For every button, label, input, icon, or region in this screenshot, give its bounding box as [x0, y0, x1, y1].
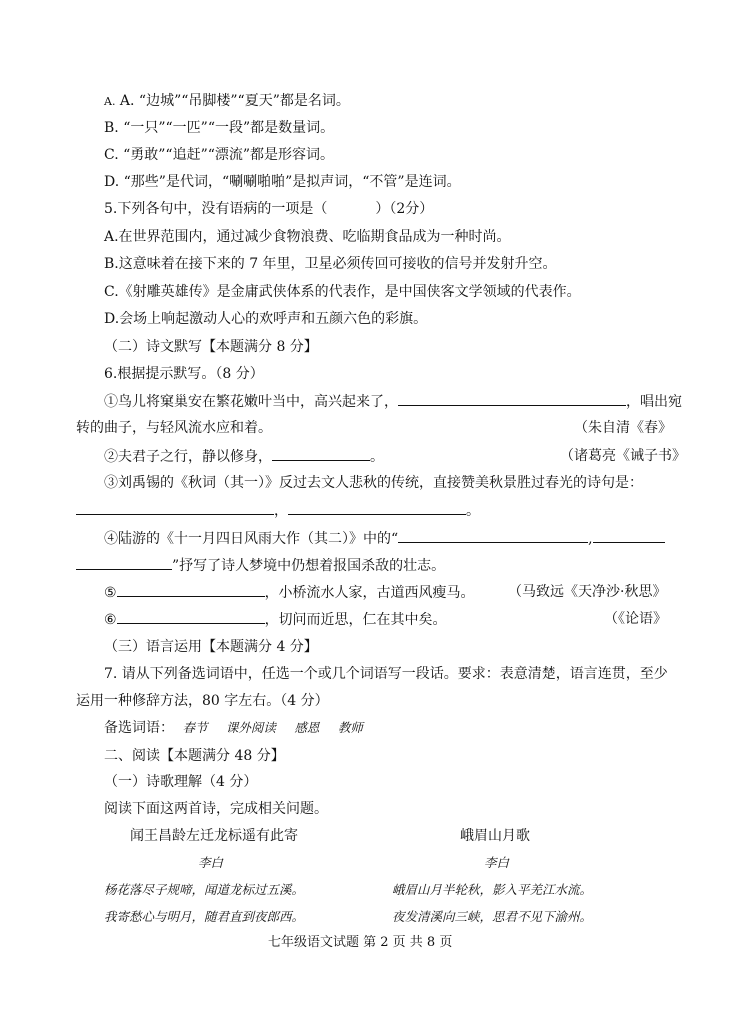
q6-item5-text: ，小桥流水人家，古道西风瘦马。 — [264, 585, 475, 601]
q7-word-list — [104, 718, 363, 738]
poem2-line1: 峨眉山月半轮秋，影入平羌江水流。 — [392, 882, 593, 897]
q6-item1-blank[interactable] — [398, 391, 626, 406]
poem-intro: 阅读下面这两首诗，完成相关问题。 — [104, 801, 328, 817]
q5-stem-b: ）（2分） — [375, 201, 434, 217]
q6-item3-end: 。 — [466, 503, 480, 519]
q6-item3-blank-2[interactable] — [288, 500, 466, 515]
q7-line1: 7. 请从下列备选词语中，任选一个或几个词语写一段话。要求：表意清楚，语言连贯，至少 — [104, 666, 668, 682]
q5-stem — [104, 199, 433, 219]
q6-stem: 6.根据提示默写。（8 分） — [104, 366, 264, 382]
q6-item6 — [104, 609, 447, 630]
q5-option-c: C.《射雕英雄传》是金庸武侠体系的代表作，是中国侠客文学领域的代表作。 — [104, 284, 581, 300]
q6-item4-blank-3[interactable] — [76, 555, 172, 570]
part-heading-reading: 二、阅读【本题满分 48 分】 — [104, 748, 285, 764]
q6-item4-line1 — [104, 528, 665, 549]
q7-word: 感恩 — [294, 720, 320, 735]
poem1-line2: 我寄愁心与明月，随君直到夜郎西。 — [104, 909, 305, 924]
poem1-author: 李白 — [198, 855, 224, 870]
q4-option-d: D. “那些”是代词，“唰唰啪啪”是拟声词，“不管”是连词。 — [104, 174, 461, 190]
poem2-author: 李白 — [484, 855, 510, 870]
poem2-title: 峨眉山月歌 — [460, 828, 530, 844]
section-heading-poetry: （一）诗歌理解（4 分） — [104, 774, 258, 790]
q6-item5-mark: ⑤ — [104, 585, 117, 601]
q6-item3-blank-1[interactable] — [76, 500, 274, 515]
q6-item2-source: （诸葛亮《诫子书》 — [560, 448, 686, 464]
q4-option-a: A. A. “边城”“吊脚楼”“夏天”都是名词。 — [104, 93, 350, 109]
poem1-line1: 杨花落尽子规啼，闻道龙标过五溪。 — [104, 882, 305, 897]
q6-item4-comma: , — [588, 531, 593, 547]
section-heading-recitation: （二）诗文默写【本题满分 8 分】 — [104, 339, 318, 355]
q6-item2-text-a: ②夫君子之行，静以修身， — [104, 449, 272, 465]
q6-item5-blank[interactable] — [117, 582, 265, 597]
q6-item4-text-b: ”抒写了诗人梦境中仍想着报国杀敌的壮志。 — [172, 558, 446, 574]
q6-item5 — [104, 582, 475, 603]
poem1-title: 闻王昌龄左迁龙标遥有此寄 — [130, 828, 298, 844]
q6-item2-blank[interactable] — [272, 446, 370, 461]
q6-item4-line2 — [76, 555, 445, 576]
q4-option-a-text: A. “边城”“吊脚楼”“夏天”都是名词。 — [119, 93, 350, 109]
q6-item3-line2 — [76, 500, 480, 521]
q4-option-c: C. “勇敢”“追赶”“漂流”都是形容词。 — [104, 147, 335, 163]
q5-stem-a: 5.下列各句中，没有语病的一项是（ — [104, 201, 328, 217]
q5-option-d: D.会场上响起激动人心的欢呼声和五颜六色的彩旗。 — [104, 311, 428, 327]
q6-item3-line1: ③刘禹锡的《秋词（其一）》反过去文人悲秋的传统，直接赞美秋景胜过春光的诗句是： — [104, 475, 643, 491]
q6-item5-source: （马致远《天净沙·秋思》 — [508, 584, 667, 600]
q7-line2: 运用一种修辞方法，80 字左右。（4 分） — [76, 693, 329, 709]
q6-item6-mark: ⑥ — [104, 612, 117, 628]
q7-word: 春节 — [182, 720, 208, 735]
q4-option-b: B. “一只”“一匹”“一段”都是数量词。 — [104, 120, 335, 136]
section-heading-language-use: （三）语言运用【本题满分 4 分】 — [104, 639, 318, 655]
page-footer: 七年级语文试题 第 2 页 共 8 页 — [268, 935, 453, 950]
q6-item4-blank-2[interactable] — [593, 528, 665, 543]
q5-option-b: B.这意味着在接下来的 7 年里，卫星必须传回可接收的信号并发射升空。 — [104, 256, 557, 272]
q6-item1-source: （朱自清《春》 — [574, 420, 672, 436]
q6-item1-text-b: ，唱出宛 — [626, 394, 682, 410]
q6-item6-blank[interactable] — [117, 609, 265, 624]
q6-item2-text-b: 。 — [370, 449, 384, 465]
q6-item6-source: （《论语》 — [604, 611, 667, 627]
q6-item3-comma: ， — [274, 503, 288, 519]
q6-item1-line1 — [104, 391, 682, 412]
q6-item4-blank-1[interactable] — [398, 528, 588, 543]
q6-item4-text-a: ④陆游的《十一月四日风雨大作（其二）》中的“ — [104, 531, 399, 547]
q6-item1-line2: 转的曲子，与轻风流水应和着。 — [76, 420, 272, 436]
q6-item1-text-a: ①鸟儿将窠巢安在繁花嫩叶当中，高兴起来了， — [104, 394, 398, 410]
q7-word: 课外阅读 — [225, 720, 276, 735]
q7-word: 教师 — [337, 720, 363, 735]
poem2-line2: 夜发清溪向三峡，思君不见下渝州。 — [392, 909, 593, 924]
q7-words-label: 备选词语： — [104, 720, 174, 736]
q6-item6-text: ，切问而近思，仁在其中矣。 — [264, 612, 447, 628]
q6-item2 — [104, 446, 384, 467]
q5-option-a: A.在世界范围内，通过减少食物浪费、吃临期食品成为一种时尚。 — [104, 229, 511, 245]
